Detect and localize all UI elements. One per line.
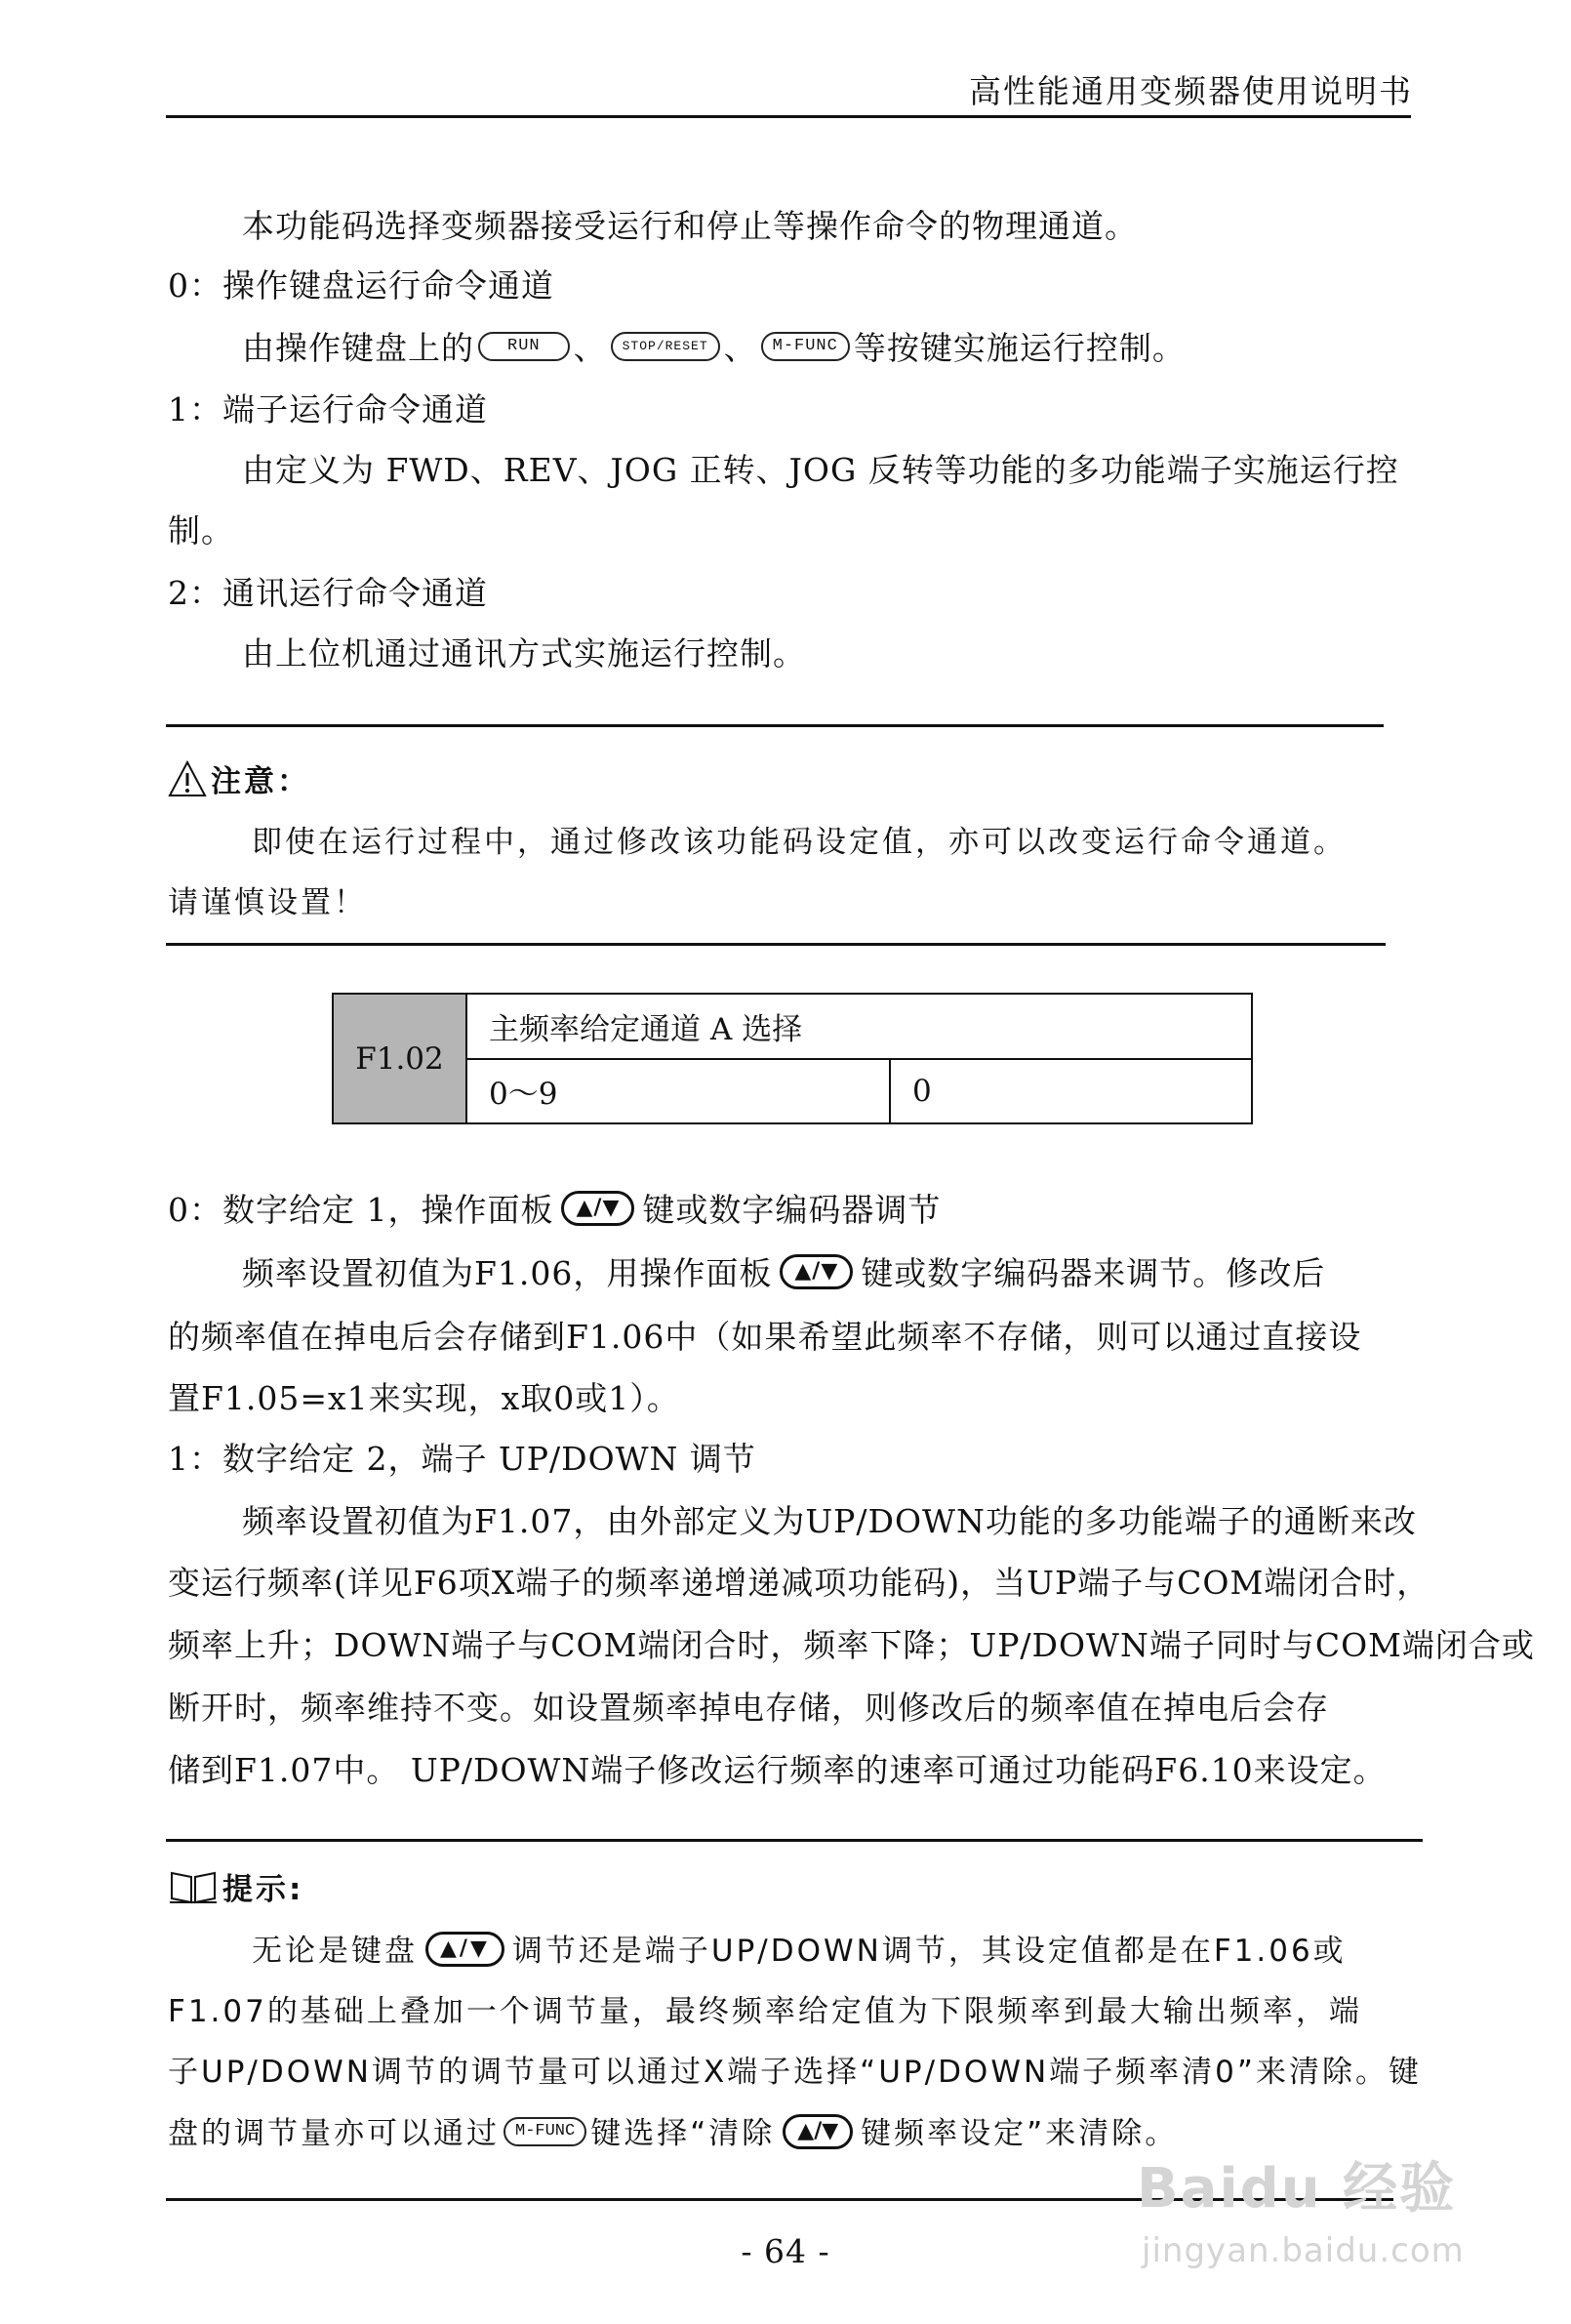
warning-icon: [168, 759, 207, 798]
separator: 、: [723, 329, 757, 367]
baidu-jingyan-watermark-logo: Baidu 经验: [1137, 2157, 1457, 2221]
parameter-table: [332, 993, 1253, 1124]
digital-setting-2-line2: 变运行频率(详见F6项X端子的频率递增递减项功能码)，当UP端子与COM端闭合时，: [168, 1564, 1430, 1602]
option-1-desc-line1: 由定义为 FWD、REV、JOG 正转、JOG 反转等功能的多功能端子实施运行控: [242, 451, 1399, 489]
option-2-title: 2：通讯运行命令通道: [168, 574, 488, 612]
tip-line4-mid: 键选择“清除: [590, 2116, 776, 2151]
tip-line4: [168, 2114, 1178, 2153]
tip-title: 提示:: [222, 1872, 304, 1907]
option-0-desc-post: 等按键实施运行控制。: [853, 329, 1186, 367]
digital-setting-1-line2: 的频率值在掉电后会存储到F1.06中（如果希望此频率不存储，则可以通过直接设: [168, 1318, 1362, 1356]
up-down-arrow-key: ▲/▼: [780, 1254, 853, 1289]
digital-setting-2-title: 1：数字给定 2，端子 UP/DOWN 调节: [168, 1440, 756, 1478]
notice-bottom-rule: [166, 943, 1386, 946]
digital-setting-1-line3: 置F1.05=x1来实现，x取0或1）。: [168, 1379, 680, 1417]
notice-title: 注意：: [211, 764, 310, 799]
digital-setting-2-line4: 断开时，频率维持不变。如设置频率掉电存储，则修改后的频率值在掉电后会存: [168, 1689, 1329, 1727]
up-down-arrow-key: ▲/▼: [561, 1191, 634, 1226]
m-func-key: M-FUNC: [504, 2117, 586, 2146]
up-down-arrow-key: ▲/▼: [425, 1932, 504, 1967]
tip-title-row: [168, 1869, 303, 1910]
option-0-desc: [242, 329, 1186, 368]
notice-title-row: [168, 761, 310, 802]
header-title: 高性能通用变频器使用说明书: [969, 72, 1413, 110]
separator: 、: [573, 329, 607, 367]
tip-line4-pre: 盘的调节量亦可以通过: [168, 2116, 500, 2151]
digital-setting-2-line5: 储到F1.07中。 UP/DOWN端子修改运行频率的速率可通过功能码F6.10来设定。: [168, 1751, 1387, 1789]
option-1-desc-line2: 制。: [168, 511, 234, 550]
tip-line2: F1.07的基础上叠加一个调节量，最终频率给定值为下限频率到最大输出频率，端: [168, 1994, 1362, 2029]
parameter-code: F1.02: [333, 994, 466, 1123]
m-func-key: M-FUNC: [761, 332, 850, 361]
digital-setting-2-line1: 频率设置初值为F1.07，由外部定义为UP/DOWN功能的多功能端子的通断来改: [242, 1502, 1417, 1540]
parameter-name: 主频率给定通道 A 选择: [466, 994, 1252, 1059]
digital-setting-1-title-pre: 0：数字给定 1，操作面板: [168, 1191, 554, 1229]
baidu-jingyan-watermark-url: jingyan.baidu.com: [1142, 2231, 1465, 2270]
digital-setting-1-title-post: 键或数字编码器调节: [642, 1191, 942, 1229]
book-icon: [168, 1867, 219, 1906]
option-0-desc-pre: 由操作键盘上的: [242, 329, 474, 367]
digital-setting-1-line1-pre: 频率设置初值为F1.06，用操作面板: [242, 1254, 773, 1292]
option-0-title: 0：操作键盘运行命令通道: [168, 266, 554, 305]
option-2-desc: 由上位机通过通讯方式实施运行控制。: [242, 634, 806, 673]
up-down-arrow-key: ▲/▼: [783, 2114, 853, 2149]
notice-top-rule: [166, 724, 1384, 727]
option-1-title: 1：端子运行命令通道: [168, 390, 488, 428]
notice-line2: 请谨慎设置！: [168, 885, 367, 920]
run-key: RUN: [478, 332, 570, 361]
tip-line3: 子UP/DOWN调节的调节量可以通过X端子选择“UP/DOWN端子频率清0”来清除。键: [168, 2055, 1422, 2090]
digital-setting-1-line1-post: 键或数字编码器来调节。修改后: [861, 1254, 1326, 1292]
header-rule: [166, 115, 1411, 118]
parameter-default: 0: [890, 1059, 1252, 1124]
tip-line1: [252, 1932, 1347, 1971]
tip-top-rule: [166, 1839, 1423, 1842]
parameter-range: 0～9: [466, 1059, 890, 1124]
page-number: - 64 -: [741, 2232, 830, 2270]
tip-line1-post: 调节还是端子UP/DOWN调节，其设定值都是在F1.06或: [511, 1934, 1347, 1969]
intro-text: 本功能码选择变频器接受运行和停止等操作命令的物理通道。: [242, 207, 1138, 245]
digital-setting-1-line1: [242, 1254, 1325, 1293]
digital-setting-2-line3: 频率上升；DOWN端子与COM端闭合时，频率下降；UP/DOWN端子同时与COM端闭合或: [168, 1626, 1535, 1664]
tip-line1-pre: 无论是键盘: [252, 1934, 418, 1969]
digital-setting-1-title: [168, 1191, 941, 1230]
notice-line1: 即使在运行过程中，通过修改该功能码设定值，亦可以改变运行命令通道。: [252, 825, 1347, 860]
tip-line4-post: 键频率设定”来清除。: [861, 2116, 1179, 2151]
stop-reset-key: STOP/RESET: [611, 332, 720, 361]
